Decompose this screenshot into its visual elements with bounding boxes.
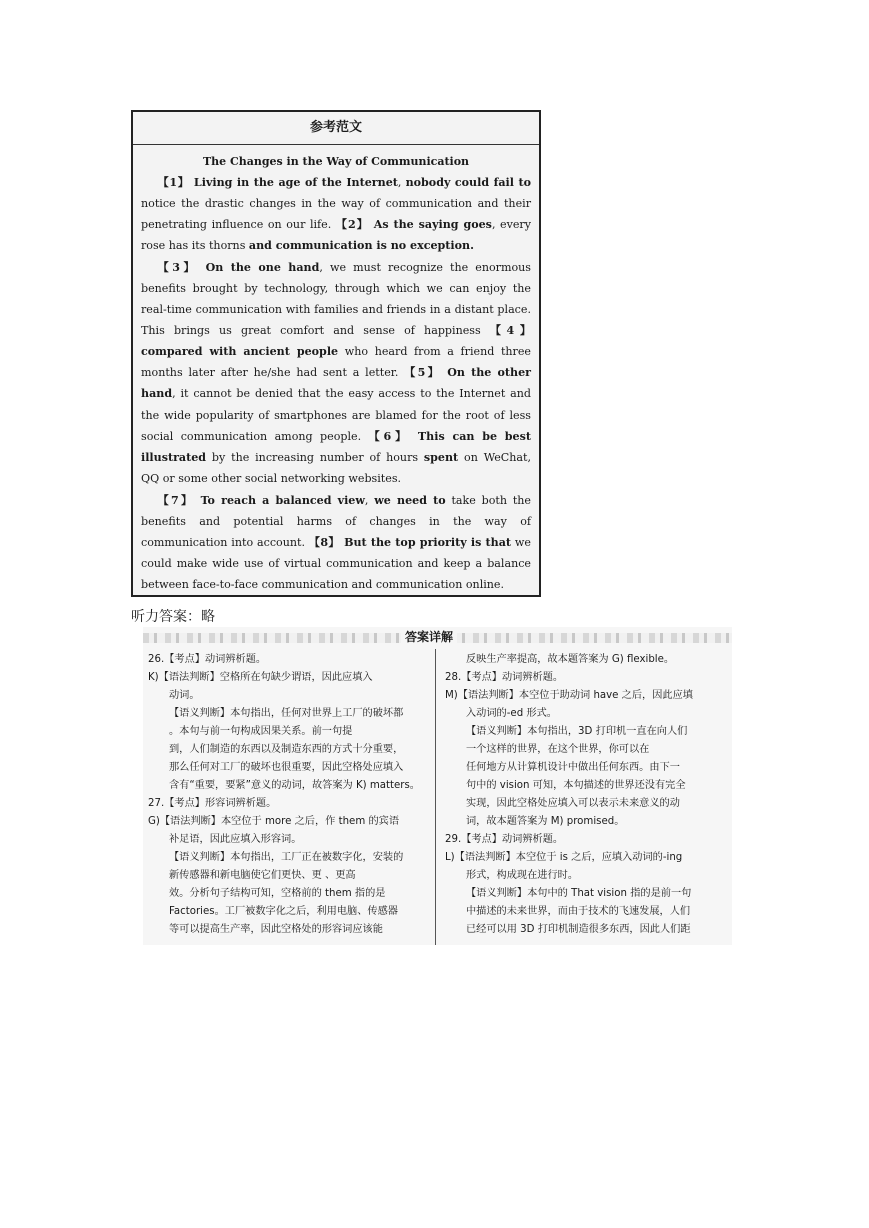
answer-key-line: G)【语法判断】本空位于 more 之后，作 them 的宾语	[148, 816, 400, 827]
essay-text-segment: 【6】 This can be best illustrated	[141, 429, 531, 464]
essay-text-segment: , every rose has its thorns	[141, 218, 531, 253]
essay-text-segment: 【7】 To reach a balanced view	[157, 493, 365, 507]
answer-key-line: 含有“重要，要紧”意义的动词，故答案为 K) matters。	[169, 780, 420, 791]
column-divider	[435, 649, 436, 945]
answer-key-right-column	[445, 651, 728, 939]
essay-text-segment: , we must recognize the enormous benefits brought by technology, through which we can enjoy the real-time communication with families and friends in a distant place. This brings us great comfort and sense of happiness	[141, 261, 531, 338]
essay-text-segment: we could make wide use of virtual communication and keep a balance between face-to-face communication and communication online.	[141, 535, 531, 591]
essay-text-segment: who heard from a friend three months later after he/she had sent a letter.	[141, 345, 531, 380]
answer-key-line: 动词。	[169, 690, 200, 701]
answer-key-line: 【语义判断】本句指出，3D 打印机一直在向人们	[466, 726, 688, 737]
essay-text-segment: , it cannot be denied that the easy access to the Internet and the wide popularity of smartphones are blamed for the root of less social communication among people.	[141, 387, 531, 443]
essay-title: The Changes in the Way of Communication	[202, 155, 470, 168]
essay-text-segment: 【1】 Living in the age of the Internet	[157, 176, 398, 189]
answer-key-line: 那么任何对工厂的破坏也很重要，因此空格处应填入	[169, 762, 404, 773]
essay-paragraph-3	[141, 490, 531, 595]
answer-key-left-column	[148, 651, 427, 939]
answer-key-line: 句中的 vision 可知，本句描述的世界还没有完全	[466, 780, 686, 791]
answer-key-scan	[143, 627, 732, 945]
answer-key-line: 。本句与前一句构成因果关系。前一句提	[169, 726, 353, 737]
essay-paragraphs	[133, 172, 539, 595]
answer-key-line: M)【语法判断】本空位于助动词 have 之后，因此应填	[445, 690, 693, 701]
answer-key-line: 28.【考点】动词辨析题。	[445, 672, 564, 683]
essay-paragraph-1	[141, 172, 531, 256]
answer-key-line: 入动词的-ed 形式。	[466, 708, 557, 719]
essay-text-segment: 【2】 As the saying goes	[335, 218, 492, 232]
essay-text-segment: 【4】 compared with ancient people	[141, 324, 531, 359]
sample-essay-box	[131, 110, 541, 597]
essay-text-segment: notice the drastic changes in the way of communication and their penetrating influence on our life.	[141, 197, 531, 232]
essay-text-segment: 【8】 But the top priority is that	[308, 535, 512, 549]
essay-text-segment: ,	[397, 176, 406, 189]
essay-text-segment: take both the benefits and potential harms of changes in the way of communication into account.	[141, 493, 531, 549]
answer-key-line: 新传感器和新电脑使它们更快、更 、更高	[169, 870, 356, 881]
essay-text-segment: nobody could fail to	[405, 176, 531, 189]
answer-key-line: L)【语法判断】本空位于 is 之后，应填入动词的-ing	[445, 852, 683, 863]
essay-text-segment: and communication is no exception.	[248, 239, 474, 253]
essay-text-segment: we need to	[374, 493, 446, 507]
essay-text-segment: spent	[423, 450, 459, 464]
listening-answer-note: 听力答案：略	[131, 609, 215, 625]
answer-key-line: 【语义判断】本句中的 That vision 指的是前一句	[466, 888, 692, 899]
essay-paragraph-2	[141, 257, 531, 489]
answer-key-line: 效。分析句子结构可知，空格前的 them 指的是	[169, 888, 386, 899]
essay-text-segment: on WeChat, QQ or some other social networking websites.	[141, 450, 531, 485]
answer-key-line: 29.【考点】动词辨析题。	[445, 834, 564, 845]
answer-key-line: 等可以提高生产率，因此空格处的形容词应该能	[169, 924, 383, 935]
answer-key-line: 反映生产率提高，故本题答案为 G) flexible。	[466, 654, 675, 665]
essay-text-segment: 【3】 On the one hand	[157, 261, 320, 275]
answer-key-line: 已经可以用 3D 打印机制造很多东西，因此人们距	[466, 924, 691, 935]
answer-key-line: 形式，构成现在进行时。	[466, 870, 579, 881]
answer-key-line: 补足语，因此应填入形容词。	[169, 834, 302, 845]
answer-key-line: 词，故本题答案为 M) promised。	[466, 816, 625, 827]
answer-key-line: 实现，因此空格处应填入可以表示未来意义的动	[466, 798, 680, 809]
answer-key-line: 到，人们制造的东西以及制造东西的方式十分重要，	[169, 744, 404, 755]
answer-key-line: 26.【考点】动词辨析题。	[148, 654, 267, 665]
essay-text-segment: by the increasing number of hours	[206, 450, 424, 464]
essay-text-segment: ,	[364, 493, 375, 507]
essay-box-header: 参考范文	[133, 112, 539, 145]
answer-key-line: K)【语法判断】空格所在句缺少谓语，因此应填入	[148, 672, 373, 683]
answer-key-line: Factories。工厂被数字化之后，利用电脑、传感器	[169, 906, 398, 917]
answer-key-line: 27.【考点】形容词辨析题。	[148, 798, 277, 809]
answer-key-title: 答案详解	[401, 629, 457, 645]
answer-key-line: 【语义判断】本句指出，任何对世界上工厂的破坏都	[169, 708, 404, 719]
answer-key-line: 任何地方从计算机设计中做出任何东西。由下一	[466, 762, 680, 773]
answer-key-line: 中描述的未来世界，而由于技术的飞速发展，人们	[466, 906, 691, 917]
answer-key-line: 【语义判断】本句指出，工厂正在被数字化，安装的	[169, 852, 404, 863]
answer-key-line: 一个这样的世界，在这个世界，你可以在	[466, 744, 650, 755]
essay-text-segment: 【5】 On the other hand	[141, 366, 532, 401]
